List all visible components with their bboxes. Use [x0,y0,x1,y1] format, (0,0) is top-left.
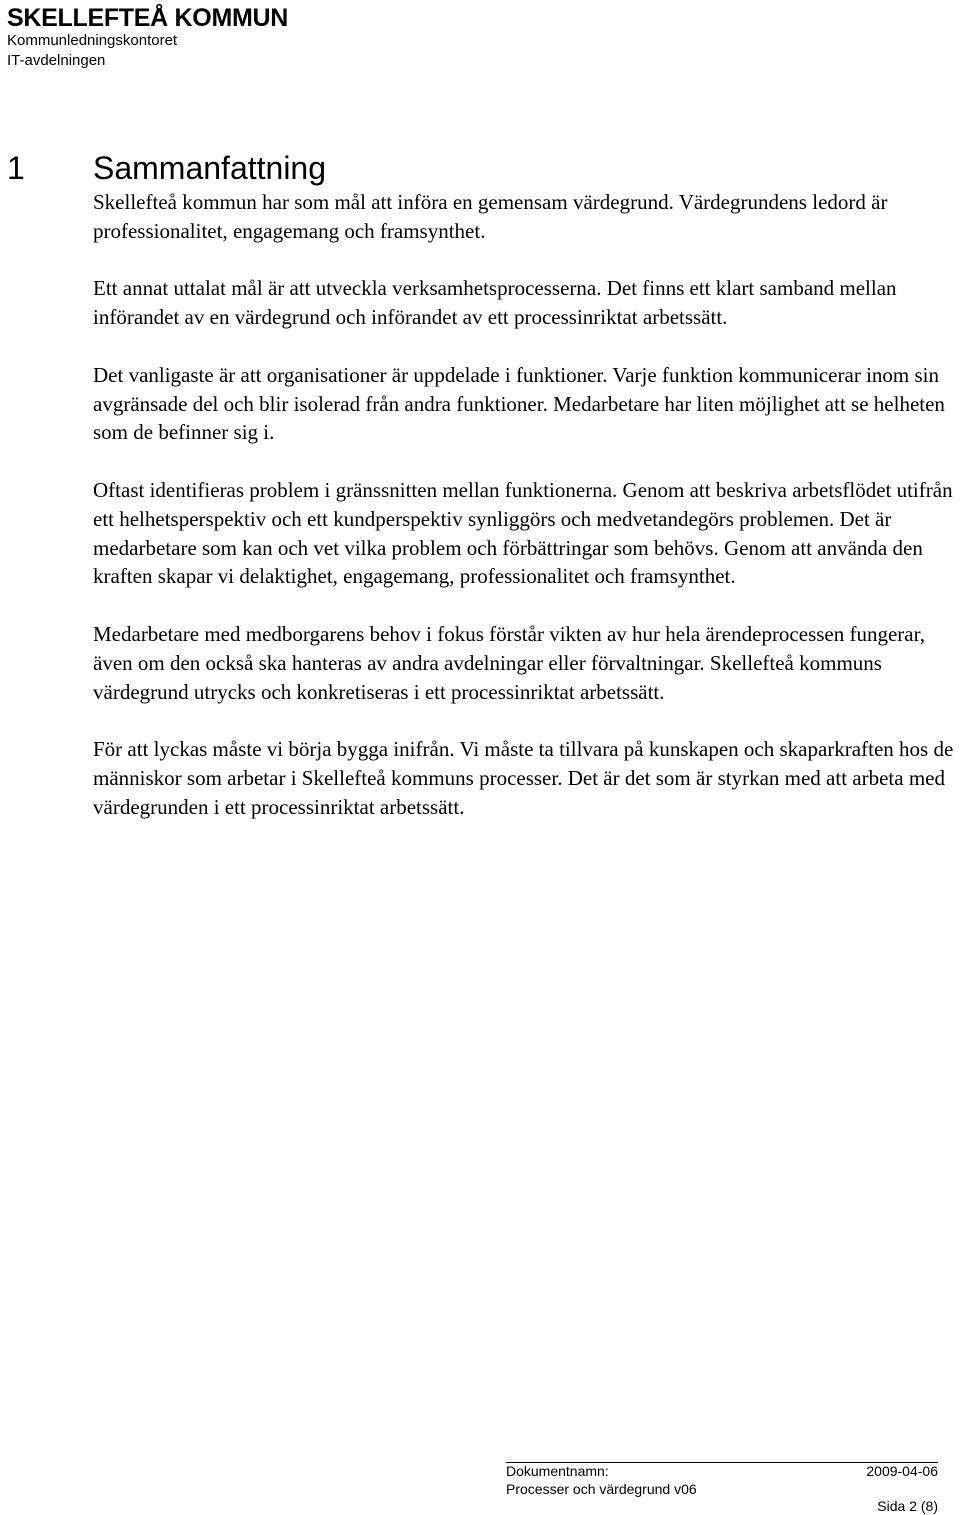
organization-name: SKELLEFTEÅ KOMMUN [7,4,288,32]
paragraph: Det vanligaste är att organisationer är uppdelade i funktioner. Varje funktion kommunicerar inom sin avgränsade del och blir isolerad från andra funktioner. Medarbetare har liten möjlighet att se helheten som de befinner sig i. [93,362,945,445]
office-name: Kommunledningskontoret [7,32,178,49]
document-date: 2009-04-06 [866,1463,938,1479]
paragraph: Oftast identifieras problem i gränssnitten mellan funktionerna. Genom att beskriva arbetsflödet utifrån ett helhetsperspektiv och ett kundperspektiv synliggörs och medvetandegörs problemen. Det är medarbetare som kan och vet vilka problem och förbättringar som behövs. Genom att använda den kraften skapar vi delaktighet, engagemang, professionalitet och framsynthet. [93,477,953,589]
paragraph: För att lyckas måste vi börja bygga inifrån. Vi måste ta tillvara på kunskapen och skaparkraften hos de människor som arbetar i Skellefteå kommuns processer. Det är det som är styrkan med att arbeta med värdegrunden i ett processinriktat arbetssätt. [93,737,954,819]
body-text [93,188,955,850]
document-name-label: Dokumentnamn: [506,1463,609,1479]
paragraph: Ett annat uttalat mål är att utveckla verksamhetsprocesserna. Det finns ett klart samband mellan införandet av en värdegrund och införandet av ett processinriktat arbetssätt. [93,276,897,330]
paragraph: Medarbetare med medborgarens behov i fokus förstår vikten av hur hela ärendeprocessen fungerar, även om den också ska hanteras av andra avdelningar eller förvaltningar. Skellefteå kommuns värdegrund utrycks och konkretiseras i ett processinriktat arbetssätt. [93,621,926,704]
department-name: IT-avdelningen [7,52,106,69]
section-heading [7,148,326,188]
organization-header [7,5,288,71]
paragraph: Skellefteå kommun har som mål att införa en gemensam värdegrund. Värdegrundens ledord är professionalitet, engagemang och framsynthet. [93,190,888,243]
section-title: Sammanfattning [93,150,327,186]
section-number: 1 [7,150,25,186]
page-number: Sida 2 (8) [877,1498,938,1514]
document-name: Processer och värdegrund v06 [506,1481,697,1497]
